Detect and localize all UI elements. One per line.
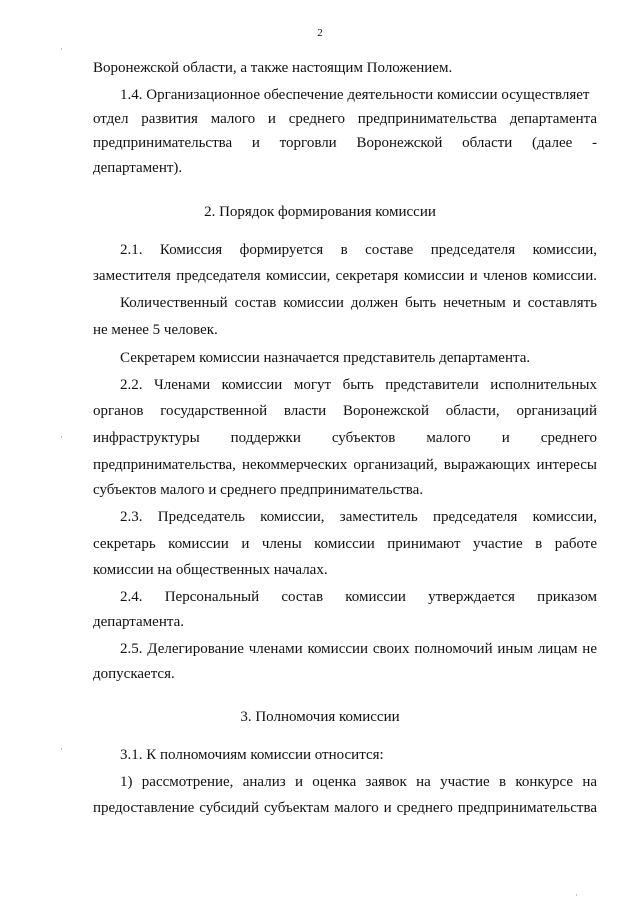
- text-line: органов государственной власти Воронежской области, организаций: [93, 403, 597, 419]
- text-line: 2.1. Комиссия формируется в составе председателя комиссии,: [120, 242, 597, 258]
- scan-mark: ·: [60, 432, 63, 442]
- text-line: департамента.: [93, 614, 184, 630]
- text-line: комиссии на общественных началах.: [93, 562, 328, 578]
- text-line: 1.4. Организационное обеспечение деятельности комиссии осуществляет: [120, 87, 590, 103]
- text-line: 3.1. К полномочиям комиссии относится:: [120, 747, 384, 763]
- text-line: 2.4. Персональный состав комиссии утверждается приказом: [120, 589, 597, 605]
- text-line: 2.2. Членами комиссии могут быть представители исполнительных: [120, 377, 597, 393]
- text-line: 1) рассмотрение, анализ и оценка заявок на участие в конкурсе на: [120, 774, 597, 790]
- scan-mark: ·: [60, 744, 63, 754]
- text-line: Секретарем комиссии назначается представитель департамента.: [120, 350, 531, 366]
- text-line: заместителя председателя комиссии, секретаря комиссии и членов комиссии.: [93, 268, 597, 284]
- text-line: департамент).: [93, 160, 183, 176]
- text-line: предпринимательства и торговли Воронежской области (далее -: [93, 135, 597, 151]
- text-line: Воронежской области, а также настоящим Положением.: [93, 60, 453, 76]
- text-line: субъектов малого и среднего предпринимательства.: [93, 482, 424, 498]
- text-line: не менее 5 человек.: [93, 322, 218, 338]
- scan-mark: ·: [60, 44, 63, 54]
- text-line: инфраструктуры поддержки субъектов малого и среднего: [93, 430, 597, 446]
- text-line: Количественный состав комиссии должен быть нечетным и составлять: [120, 295, 597, 311]
- page-number: 2: [317, 27, 323, 39]
- text-line: отдел развития малого и среднего предпринимательства департамента: [93, 111, 597, 127]
- text-line: допускается.: [93, 666, 175, 682]
- text-line: 2.3. Председатель комиссии, заместитель председателя комиссии,: [120, 509, 597, 525]
- text-line: 2.5. Делегирование членами комиссии своих полномочий иным лицам не: [120, 641, 597, 657]
- section-heading: 3. Полномочия комиссии: [240, 709, 400, 725]
- text-line: предпринимательства, некоммерческих организаций, выражающих интересы: [93, 457, 597, 473]
- text-line: секретарь комиссии и члены комиссии принимают участие в работе: [93, 536, 597, 552]
- scan-mark: ·: [575, 890, 578, 900]
- section-heading: 2. Порядок формирования комиссии: [204, 204, 436, 220]
- text-line: предоставление субсидий субъектам малого и среднего предпринимательства: [93, 800, 597, 816]
